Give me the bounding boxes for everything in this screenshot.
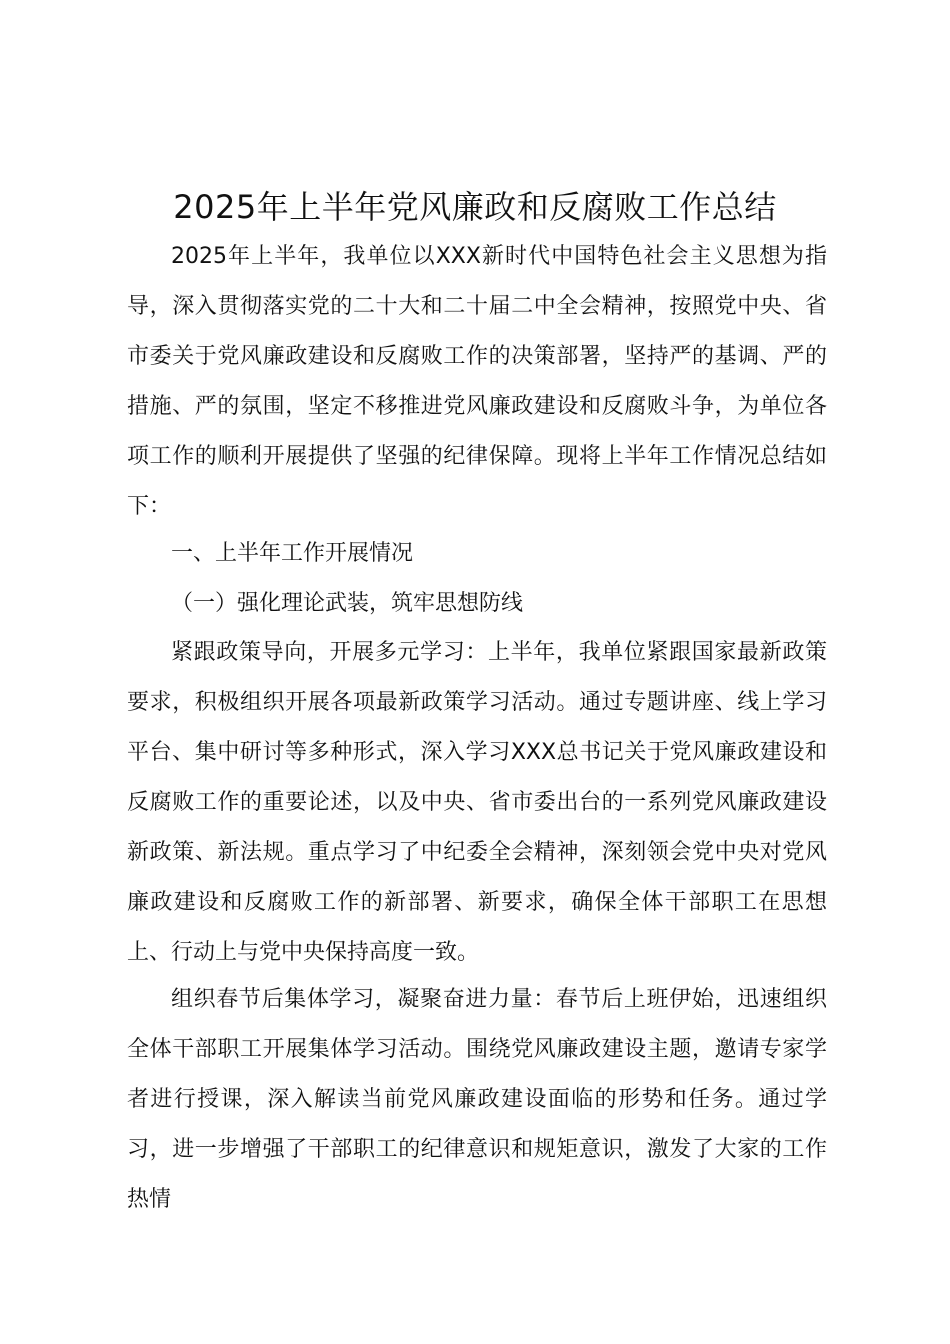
study-policy-paragraph: 紧跟政策导向，开展多元学习：上半年，我单位紧跟国家最新政策要求，积极组织开展各项最新政策学习活动。通过专题讲座、线上学习平台、集中研讨等多种形式，深入学习XXX总书记关于党风廉政建设和反腐败工作的重要论述，以及中央、省市委出台的一系列党风廉政建设新政策、新法规。重点学习了中纪委全会精神，深刻领会党中央对党风廉政建设和反腐败工作的新部署、新要求，确保全体干部职工在思想上、行动上与党中央保持高度一致。 <box>127 640 827 965</box>
document-title: 2025年上半年党风廉政和反腐败工作总结 <box>173 188 777 226</box>
subsection-heading: （一）强化理论武装，筑牢思想防线 <box>171 591 524 616</box>
spring-study-paragraph: 组织春节后集体学习，凝聚奋进力量：春节后上班伊始，迅速组织全体干部职工开展集体学习活动。围绕党风廉政建设主题，邀请专家学者进行授课，深入解读当前党风廉政建设面临的形势和任务。通过学习，进一步增强了干部职工的纪律意识和规矩意识，激发了大家的工作热情 <box>127 987 827 1212</box>
section-heading: 一、上半年工作开展情况 <box>171 541 414 566</box>
intro-paragraph: 2025年上半年，我单位以XXX新时代中国特色社会主义思想为指导，深入贯彻落实党的二十大和二十届二中全会精神，按照党中央、省市委关于党风廉政建设和反腐败工作的决策部署，坚持严的基调、严的措施、严的氛围，坚定不移推进党风廉政建设和反腐败斗争，为单位各项工作的顺利开展提供了坚强的纪律保障。现将上半年工作情况总结如下： <box>127 244 827 519</box>
